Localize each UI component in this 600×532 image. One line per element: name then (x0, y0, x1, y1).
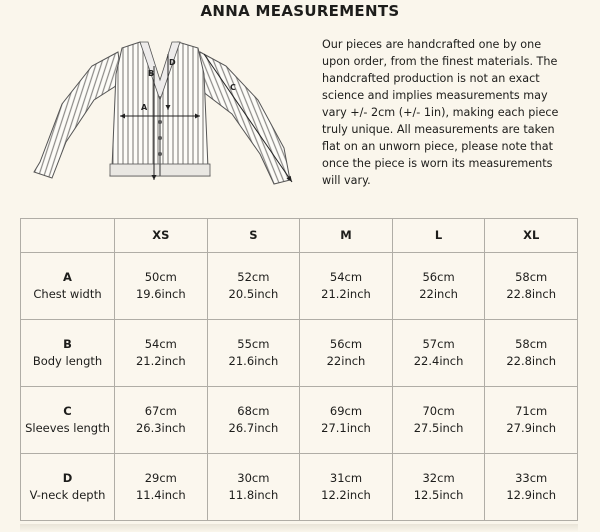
table-cell (207, 320, 300, 387)
cell-cm: 33cm (515, 471, 548, 486)
cell-cm: 29cm (144, 471, 177, 486)
row-label (21, 320, 115, 387)
description-text: Our pieces are handcrafted one by one upon order, from the finest materials. The handcrafted production is not an exact science and implies measurements may vary +/- 2cm (+/- 1in), making each piece truly unique. All measurements are taken flat on an unworn piece, please note that once the piece is worn its measurements will vary. (322, 38, 559, 187)
cell-cm: 54cm (144, 337, 177, 352)
cell-inch: 11.8inch (228, 488, 279, 503)
table-cell (485, 320, 578, 387)
header-size-l: L (392, 219, 485, 253)
cell-cm: 32cm (422, 471, 455, 486)
table-cell (300, 253, 393, 320)
table-cell (115, 320, 208, 387)
cell-inch: 26.7inch (228, 421, 279, 436)
header-size-xs: XS (115, 219, 208, 253)
table-row (21, 320, 578, 387)
row-letter: D (62, 471, 73, 486)
table-cell (300, 387, 393, 454)
table-cell (115, 454, 208, 521)
cell-cm: 58cm (515, 270, 548, 285)
row-name: Chest width (33, 287, 102, 302)
cell-cm: 70cm (422, 404, 455, 419)
cell-inch: 27.1inch (321, 421, 371, 436)
label-a: A (141, 103, 148, 112)
cell-cm: 57cm (422, 337, 455, 352)
cell-cm: 52cm (237, 270, 270, 285)
page-title: ANNA MEASUREMENTS (200, 2, 400, 20)
cell-inch: 12.9inch (506, 488, 557, 503)
cell-inch: 27.5inch (413, 421, 464, 436)
table-row (21, 454, 578, 521)
cell-inch: 27.9inch (506, 421, 557, 436)
cell-cm: 68cm (237, 404, 270, 419)
cell-cm: 55cm (237, 337, 270, 352)
row-label (21, 387, 115, 454)
table-cell (485, 253, 578, 320)
cell-cm: 56cm (422, 270, 455, 285)
cell-inch: 12.5inch (413, 488, 464, 503)
label-d: D (169, 58, 176, 67)
table-bottom-shadow (20, 524, 578, 532)
cell-inch: 21.6inch (228, 354, 279, 369)
cell-inch: 11.4inch (135, 488, 186, 503)
row-label (21, 253, 115, 320)
cell-cm: 58cm (515, 337, 548, 352)
table-row (21, 253, 578, 320)
table-cell (300, 320, 393, 387)
table-cell (207, 454, 300, 521)
header-size-m: M (300, 219, 393, 253)
cell-inch: 22inch (326, 354, 366, 369)
cell-inch: 22.8inch (506, 354, 557, 369)
cell-inch: 21.2inch (135, 354, 186, 369)
header-empty (21, 219, 115, 253)
cell-cm: 30cm (237, 471, 270, 486)
table-cell (485, 454, 578, 521)
measurements-table (20, 218, 578, 521)
cell-inch: 26.3inch (135, 421, 186, 436)
row-name: V-neck depth (29, 488, 106, 503)
table-cell (115, 387, 208, 454)
cell-cm: 54cm (329, 270, 363, 285)
table-row (21, 387, 578, 454)
table-cell (300, 454, 393, 521)
header-size-s: S (207, 219, 300, 253)
table-cell (485, 387, 578, 454)
cell-inch: 22.4inch (413, 354, 464, 369)
row-letter: A (63, 270, 72, 285)
table-cell (115, 253, 208, 320)
label-b: B (148, 69, 155, 78)
row-letter: C (63, 404, 72, 419)
header-size-xl: XL (485, 219, 578, 253)
cell-cm: 31cm (329, 471, 363, 486)
cardigan-illustration (22, 30, 310, 200)
row-name: Sleeves length (25, 421, 110, 436)
cell-inch: 22.8inch (506, 287, 557, 302)
cell-cm: 69cm (329, 404, 363, 419)
table-cell (392, 320, 485, 387)
table-cell (207, 387, 300, 454)
cell-inch: 19.6inch (135, 287, 186, 302)
row-name: Body length (32, 354, 103, 369)
cell-cm: 67cm (144, 404, 177, 419)
cell-cm: 50cm (144, 270, 177, 285)
cell-inch: 22inch (419, 287, 458, 302)
cell-cm: 56cm (329, 337, 363, 352)
table-cell (392, 387, 485, 454)
table-header-row (21, 219, 578, 253)
table-cell (392, 454, 485, 521)
cell-inch: 12.2inch (321, 488, 371, 503)
row-letter: B (63, 337, 72, 352)
table-cell (207, 253, 300, 320)
cell-inch: 20.5inch (228, 287, 279, 302)
table-cell (392, 253, 485, 320)
row-label (21, 454, 115, 521)
label-c: C (230, 83, 236, 92)
cell-inch: 21.2inch (321, 287, 371, 302)
cell-cm: 71cm (515, 404, 548, 419)
